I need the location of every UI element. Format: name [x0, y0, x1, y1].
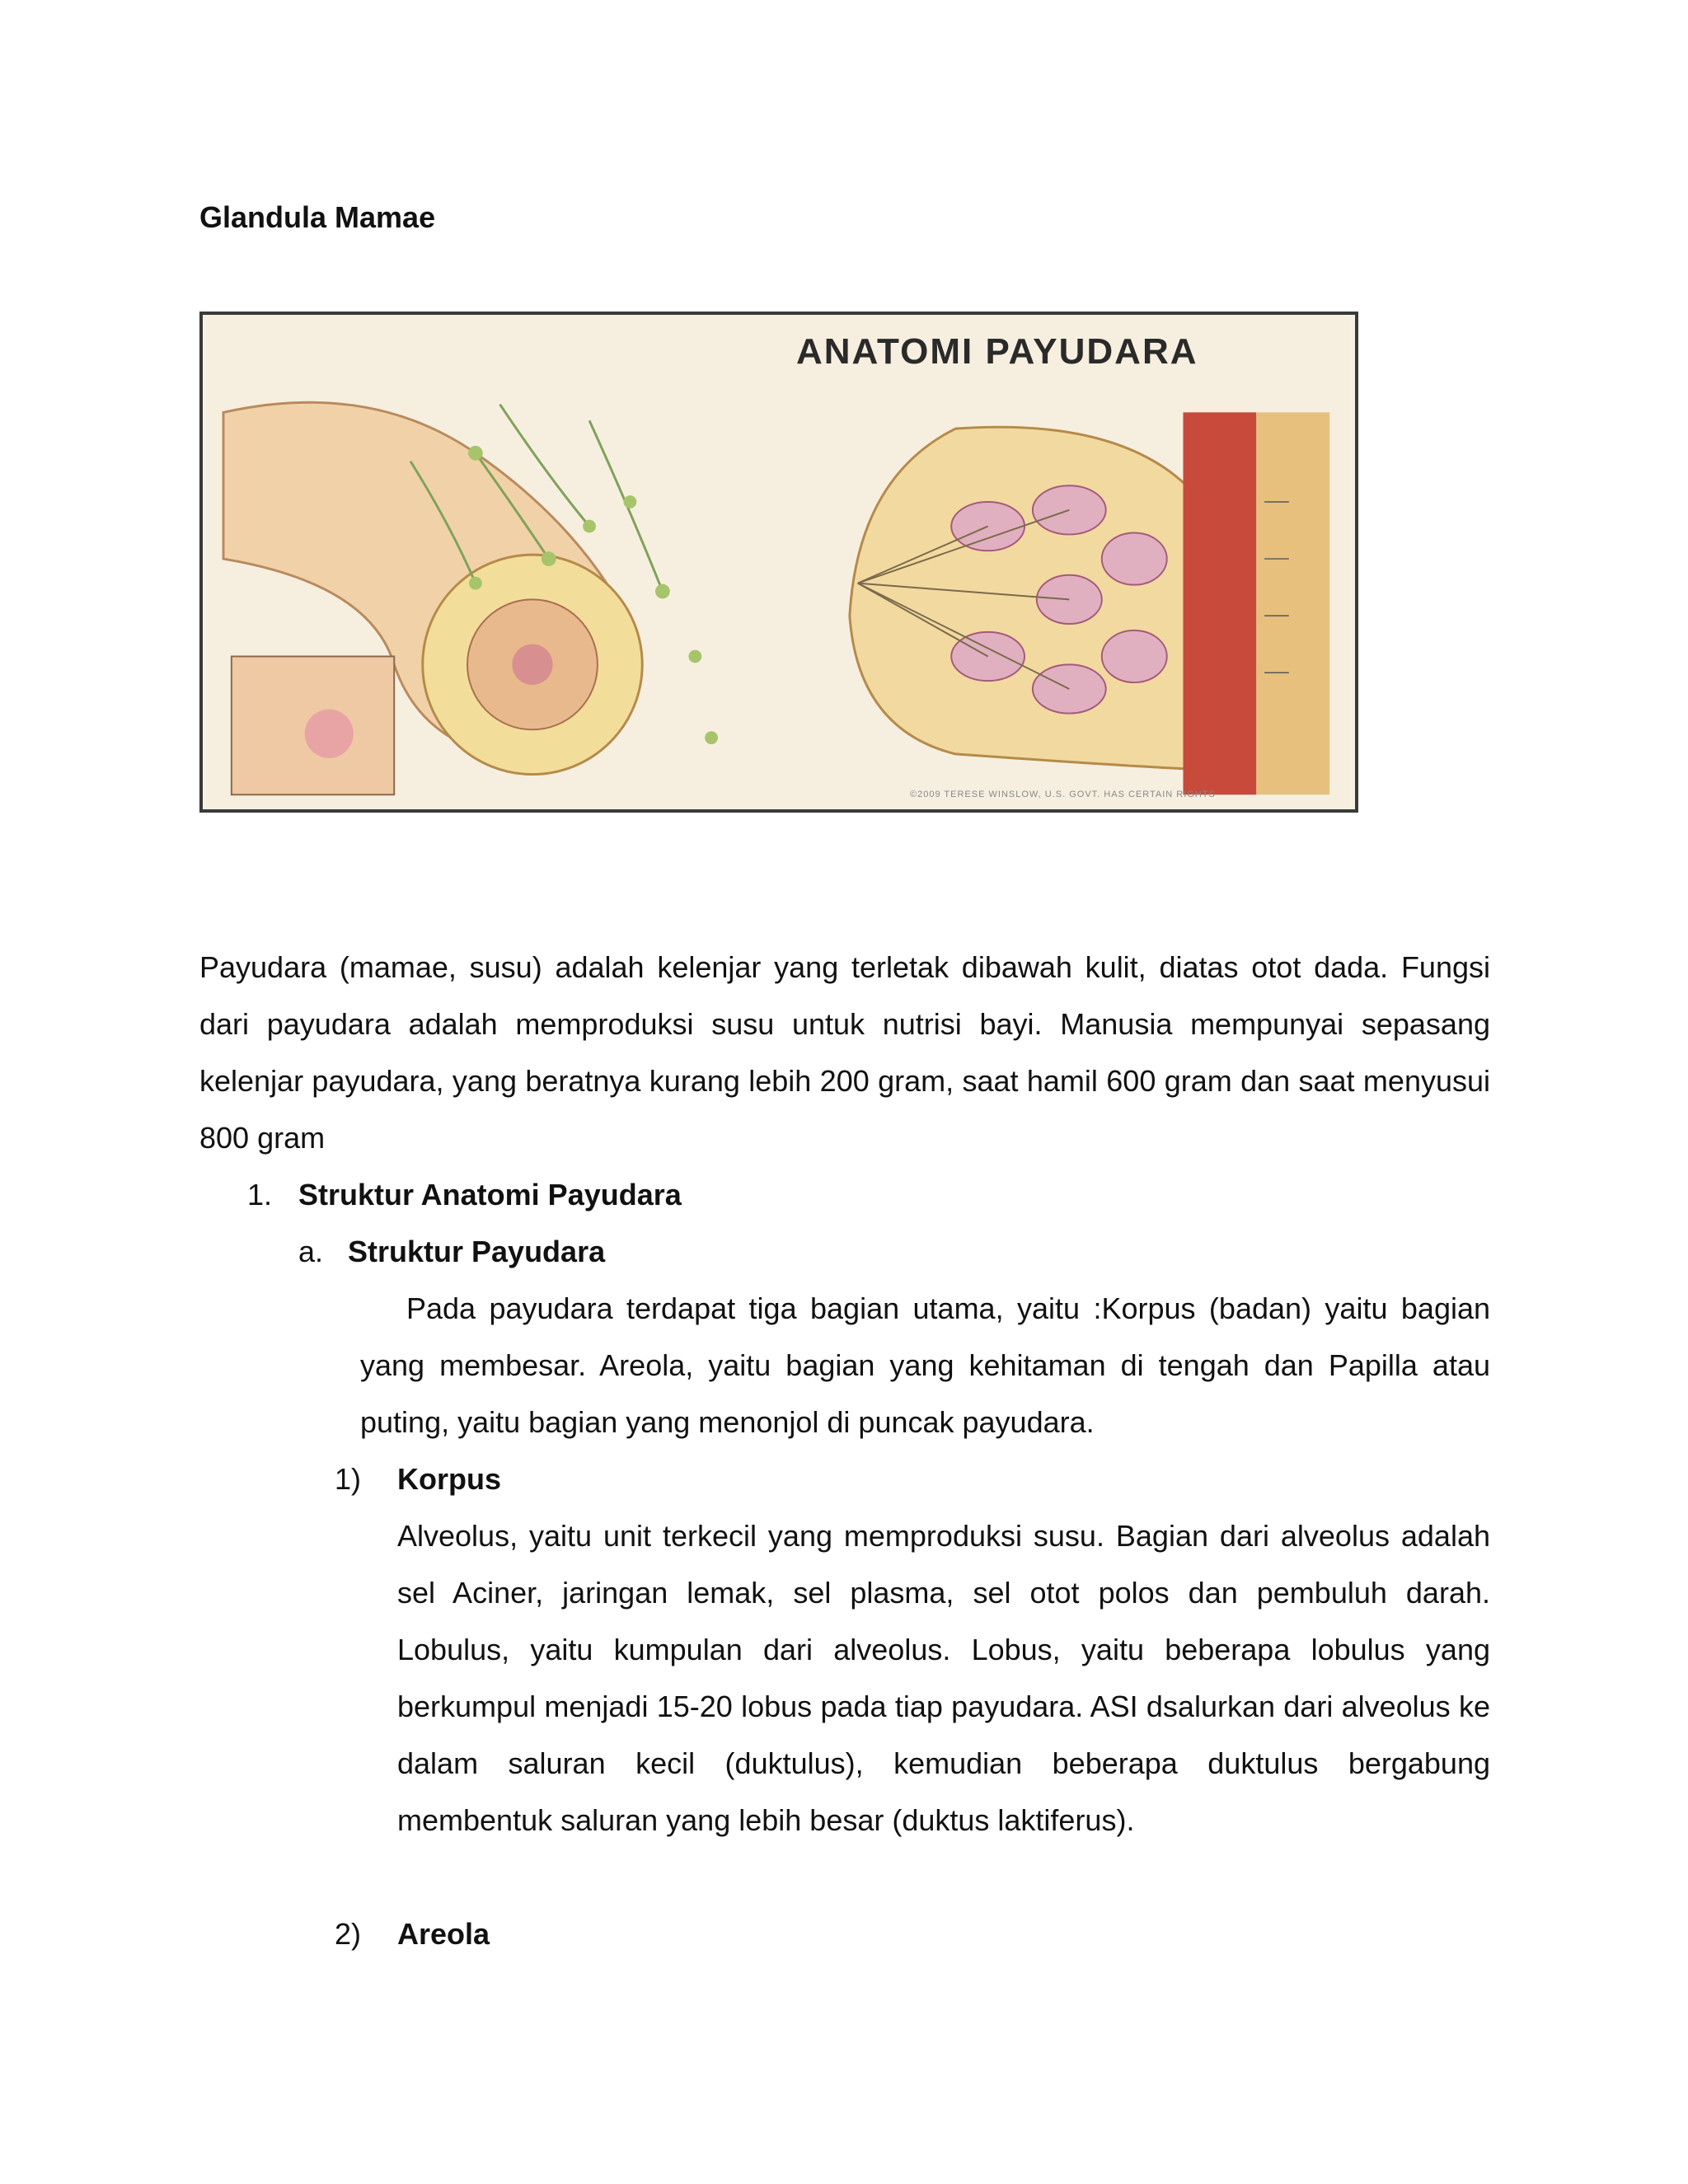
intro-paragraph: Payudara (mamae, susu) adalah kelenjar yang terletak dibawah kulit, diatas otot dada. Fungsi dari payudara adalah memproduksi susu untuk nutrisi bayi. Manusia mempunyai sepasang kelenjar payudara, yang beratnya kurang lebih 200 gram, saat hamil 600 gram dan saat menyusui 800 gram	[199, 950, 1490, 1155]
list-marker: 1)	[335, 1462, 362, 1496]
anatomy-drawing	[203, 315, 1355, 809]
breast-anatomy-illustration	[199, 312, 1358, 813]
page-title: Glandula Mamae	[199, 200, 436, 234]
item-heading: Korpus	[397, 1462, 501, 1496]
list-marker: 1.	[247, 1178, 273, 1212]
struktur-payudara-paragraph: Pada payudara terdapat tiga bagian utama, yaitu :Korpus (badan) yaitu bagian yang membesar. Areola, yaitu bagian yang kehitaman di tengah dan Papilla atau puting, yaitu bagian yang menonjol di puncak payudara.	[360, 1291, 1490, 1439]
figure-credit: ©2009 TERESE WINSLOW, U.S. GOVT. HAS CERTAIN RIGHTS	[910, 790, 1216, 799]
section-heading: Struktur Anatomi Payudara	[298, 1178, 682, 1212]
subsection-heading: Struktur Payudara	[348, 1235, 606, 1268]
item-heading: Areola	[397, 1917, 490, 1951]
list-marker: a.	[298, 1235, 324, 1268]
korpus-paragraph: Alveolus, yaitu unit terkecil yang memproduksi susu. Bagian dari alveolus adalah sel Aciner, jaringan lemak, sel plasma, sel otot polos dan pembuluh darah. Lobulus, yaitu kumpulan dari alveolus. Lobus, yaitu beberapa lobulus yang berkumpul menjadi 15-20 lobus pada tiap payudara. ASI dsalurkan dari alveolus ke dalam saluran kecil (duktulus), kemudian beberapa duktulus bergabung membentuk saluran yang lebih besar (duktus laktiferus).	[397, 1519, 1490, 1837]
figure-title: ANATOMI PAYUDARA	[796, 331, 1198, 372]
list-marker: 2)	[335, 1917, 362, 1951]
